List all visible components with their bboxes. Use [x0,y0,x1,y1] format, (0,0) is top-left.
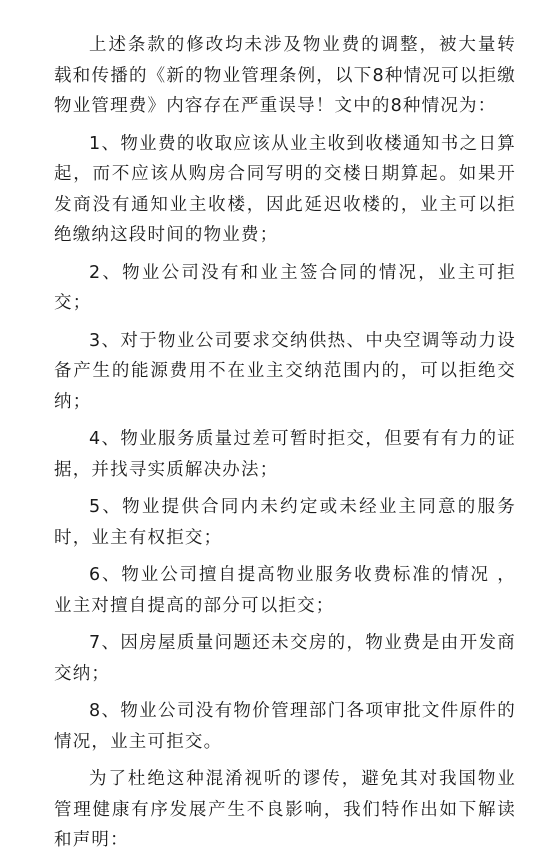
intro-paragraph: 上述条款的修改均未涉及物业费的调整，被大量转载和传播的《新的物业管理条例，以下8种情况可以拒缴物业管理费》内容存在严重误导！文中的8种情况为： [54,35,516,116]
list-item-6: 6、物业公司擅自提高物业服务收费标准的情况 ，业主对擅自提高的部分可以拒交； [54,565,516,616]
list-item-1: 1、物业费的收取应该从业主收到收楼通知书之日算起，而不应该从购房合同写明的交楼日期算起。如果开发商没有通知业主收楼，因此延迟收楼的，业主可以拒绝缴纳这段时间的物业费； [54,133,516,245]
list-item-5: 5、物业提供合同内未约定或未经业主同意的服务时，业主有权拒交； [54,497,516,548]
list-item-7: 7、因房屋质量问题还未交房的，物业费是由开发商交纳； [54,633,516,684]
closing-paragraph: 为了杜绝这种混淆视听的谬传，避免其对我国物业管理健康有序发展产生不良影响，我们特作出如下解读和声明： [54,769,516,850]
list-item-8: 8、物业公司没有物价管理部门各项审批文件原件的情况，业主可拒交。 [54,701,516,752]
list-item-2: 2、物业公司没有和业主签合同的情况，业主可拒交； [54,262,516,313]
list-item-3: 3、对于物业公司要求交纳供热、中央空调等动力设备产生的能源费用不在业主交纳范围内的，可以拒绝交纳； [54,330,516,412]
list-item-4: 4、物业服务质量过差可暂时拒交，但要有有力的证据，并找寻实质解决办法； [54,429,516,480]
